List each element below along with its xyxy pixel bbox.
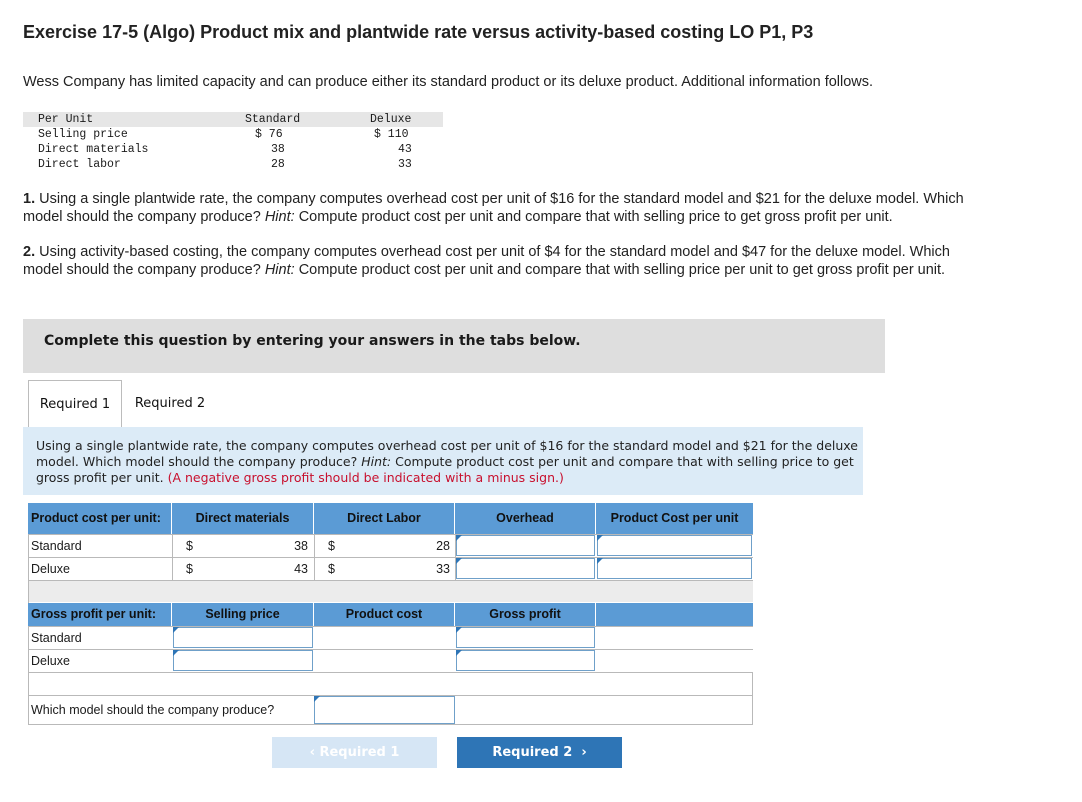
which-model-label: Which model should the company produce? xyxy=(31,703,275,717)
currency-symbol: $ xyxy=(328,539,335,553)
info-value: $ 110 xyxy=(374,128,409,141)
chevron-right-icon: › xyxy=(576,745,587,760)
header-direct-labor: Direct Labor xyxy=(314,503,455,534)
question-number: 2. xyxy=(23,244,36,260)
header-overhead: Overhead xyxy=(455,503,596,534)
page-title: Exercise 17-5 (Algo) Product mix and plantwide rate versus activity-based costing LO P1, P3 xyxy=(23,22,814,42)
header-direct-materials: Direct materials xyxy=(172,503,314,534)
prev-label: Required 1 xyxy=(319,745,400,760)
header-selling-price: Selling price xyxy=(172,603,314,626)
gross-profit-standard-input[interactable] xyxy=(456,627,595,648)
info-header: Standard xyxy=(245,113,301,126)
product-cost-standard-input[interactable] xyxy=(597,535,752,556)
question-1 xyxy=(23,190,973,226)
info-label: Direct materials xyxy=(38,143,149,156)
info-header: Per Unit xyxy=(38,113,94,126)
info-table xyxy=(23,112,443,172)
intro-text: Wess Company has limited capacity and can produce either its standard product or its deluxe product. Additional information follows. xyxy=(23,74,874,90)
info-value: $ 76 xyxy=(255,128,283,141)
info-row xyxy=(23,142,443,157)
info-value: 33 xyxy=(398,158,412,171)
question-number: 1. xyxy=(23,191,36,207)
tab-required-1[interactable]: Required 1 xyxy=(28,380,122,428)
overhead-standard-input[interactable] xyxy=(456,535,595,556)
header-product-cost-per-unit: Product Cost per unit xyxy=(596,503,753,534)
overhead-deluxe-input[interactable] xyxy=(456,558,595,579)
row-label-deluxe: Deluxe xyxy=(31,562,70,576)
header-product-cost: Product cost xyxy=(314,603,455,626)
info-value: 38 xyxy=(271,143,285,156)
prev-required-1-button[interactable] xyxy=(272,737,437,768)
currency-symbol: $ xyxy=(328,562,335,576)
hint-label: Hint: xyxy=(361,454,392,469)
info-label: Direct labor xyxy=(38,158,121,171)
direct-labor-deluxe: 33 xyxy=(436,562,450,576)
answer-grid xyxy=(28,503,753,725)
header-gross-profit: Gross profit xyxy=(455,603,596,626)
direct-labor-standard: 28 xyxy=(436,539,450,553)
tab-required-2[interactable]: Required 2 xyxy=(134,396,206,411)
next-required-2-button[interactable] xyxy=(457,737,622,768)
info-header: Deluxe xyxy=(370,113,412,126)
next-label: Required 2 xyxy=(492,745,573,760)
header-blank xyxy=(596,603,753,626)
info-header-row xyxy=(23,112,443,127)
header-product-cost: Product cost per unit: xyxy=(28,503,172,534)
direct-materials-deluxe: 43 xyxy=(294,562,308,576)
prompt-text: Using a single plantwide rate, the company computes overhead cost per unit of $16 for the standard model and $21 for the deluxe model. Which model should the company produce? xyxy=(36,438,858,469)
row-label-standard: Standard xyxy=(31,539,82,553)
product-cost-deluxe-input[interactable] xyxy=(597,558,752,579)
negative-note: (A negative gross profit should be indicated with a minus sign.) xyxy=(167,470,564,485)
selling-price-deluxe-input[interactable] xyxy=(173,650,313,671)
instruction-banner xyxy=(23,319,885,373)
banner-text: Complete this question by entering your answers in the tabs below. xyxy=(44,333,581,349)
question-text: Using activity-based costing, the company computes overhead cost per unit of $4 for the standard model and $47 for the deluxe model. Which model should the company produce? xyxy=(23,244,950,278)
currency-symbol: $ xyxy=(186,562,193,576)
info-row xyxy=(23,157,443,172)
gross-profit-deluxe-input[interactable] xyxy=(456,650,595,671)
row-label-standard: Standard xyxy=(31,631,82,645)
hint-text: Compute product cost per unit and compare that with selling price to get gross profit per unit. xyxy=(298,209,893,225)
info-label: Selling price xyxy=(38,128,128,141)
question-2 xyxy=(23,243,973,279)
header-gross-profit-per-unit: Gross profit per unit: xyxy=(28,603,172,626)
info-row xyxy=(23,127,443,142)
spacer-row xyxy=(29,581,753,602)
hint-label: Hint: xyxy=(264,209,295,225)
question-text: Using a single plantwide rate, the company computes overhead cost per unit of $16 for the standard model and $21 for the deluxe model. Which model should the company produce? xyxy=(23,191,964,225)
currency-symbol: $ xyxy=(186,539,193,553)
selling-price-standard-input[interactable] xyxy=(173,627,313,648)
info-value: 43 xyxy=(398,143,412,156)
tab-prompt xyxy=(23,427,863,495)
hint-label: Hint: xyxy=(264,262,295,278)
chevron-left-icon: ‹ xyxy=(309,745,315,760)
hint-text: Compute product cost per unit and compare that with selling price per unit to get gross profit per unit. xyxy=(298,262,946,278)
hint-text: Compute product cost per unit and compare that with selling price to get gross profit per unit. xyxy=(36,454,854,485)
info-value: 28 xyxy=(271,158,285,171)
direct-materials-standard: 38 xyxy=(294,539,308,553)
row-label-deluxe: Deluxe xyxy=(31,654,70,668)
which-model-input[interactable] xyxy=(314,696,455,724)
